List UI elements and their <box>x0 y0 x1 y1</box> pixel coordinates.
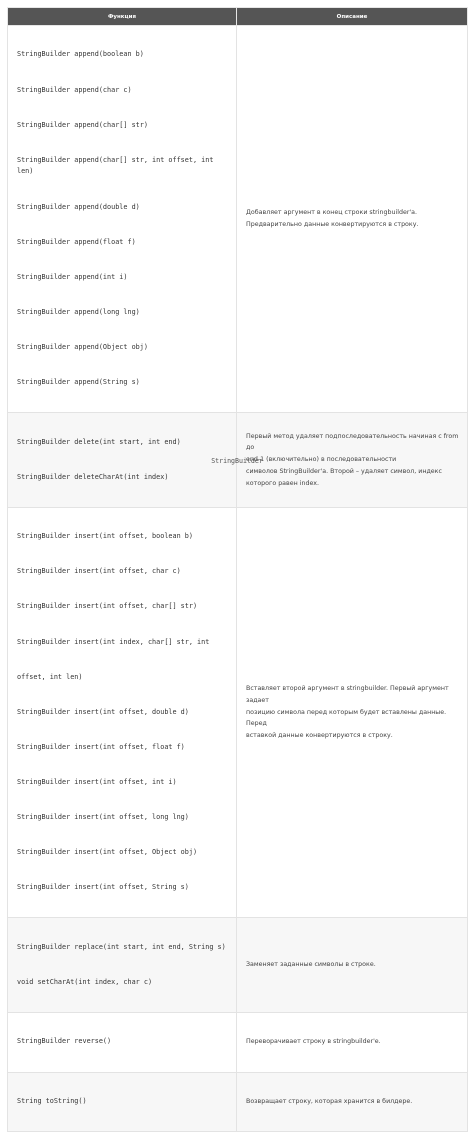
table-row <box>8 1072 468 1132</box>
code-line: StringBuilder insert(int offset, String s) <box>17 883 189 892</box>
table-row <box>8 1013 468 1073</box>
code-line: StringBuilder insert(int offset, int i) <box>17 778 177 786</box>
header-function: Функция <box>8 8 237 26</box>
methods-table <box>7 7 468 1132</box>
header-description: Описание <box>237 8 468 26</box>
description-cell <box>237 26 468 413</box>
code-line: StringBuilder insert(int index, char[] str, int <box>17 637 210 646</box>
table-caption: StringBuilder <box>211 457 263 465</box>
code-line: StringBuilder replace(int start, int end, String s) <box>17 942 226 951</box>
code-line: StringBuilder insert(int offset, long lng) <box>17 813 189 822</box>
description-line: которого равен index. <box>246 479 319 487</box>
code-line: StringBuilder append(Object obj) <box>17 342 148 351</box>
code-line: StringBuilder insert(int offset, Object obj) <box>17 848 198 857</box>
code-line: StringBuilder append(double d) <box>17 202 140 211</box>
code-line: StringBuilder deleteCharAt(int index) <box>17 472 169 481</box>
code-cell <box>8 507 237 918</box>
code-cell <box>8 918 237 1013</box>
code-line: StringBuilder append(char[] str, int offset, int len) <box>17 155 218 176</box>
description-line: Предварительно данные конвертируются в строку. <box>246 221 419 229</box>
description-line: позицию символа перед которым будет вставлены данные. Перед <box>246 708 447 728</box>
description-cell <box>237 918 468 1013</box>
code-line: StringBuilder append(boolean b) <box>17 50 144 59</box>
code-cell <box>8 1072 237 1132</box>
description-line: Вставляет второй аргумент в stringbuilder. Первый аргумент задает <box>246 685 449 705</box>
code-line: StringBuilder append(int i) <box>17 272 128 281</box>
code-line: void setCharAt(int index, char c) <box>17 977 153 986</box>
code-line: StringBuilder append(char[] str) <box>17 120 148 129</box>
code-cell <box>8 26 237 413</box>
description-cell <box>237 1013 468 1073</box>
code-line: StringBuilder insert(int offset, float f) <box>17 742 185 751</box>
code-line: StringBuilder append(String s) <box>17 378 140 387</box>
code-line: StringBuilder append(long lng) <box>17 307 140 316</box>
description-line: Возвращает строку, которая хранится в билдере. <box>246 1097 413 1105</box>
code-line: StringBuilder insert(int offset, double d) <box>17 707 189 716</box>
description-line: Добавляет аргумент в конец строки stringbuilder'a. <box>246 209 418 217</box>
description-line: Первый метод удаляет подпоследовательность начиная с from до <box>246 432 459 452</box>
table-row <box>8 918 468 1013</box>
code-line: offset, int len) <box>17 672 83 681</box>
code-line: StringBuilder insert(int offset, char c) <box>17 567 181 576</box>
code-line: StringBuilder append(float f) <box>17 237 136 246</box>
code-line: StringBuilder insert(int offset, boolean b) <box>17 532 193 541</box>
code-line: String toString() <box>17 1096 87 1105</box>
description-line: end-1 (включительно) в последовательности <box>246 456 397 464</box>
code-cell <box>8 1013 237 1073</box>
code-line: StringBuilder insert(int offset, char[] str) <box>17 602 198 611</box>
code-line: StringBuilder delete(int start, int end) <box>17 437 181 446</box>
description-line: символов StringBuilder'a. Второй – удаляет символ, индекс <box>246 467 442 475</box>
description-line: вставкой данные конвертируются в строку. <box>246 732 393 740</box>
table-row <box>8 507 468 918</box>
code-line: StringBuilder reverse() <box>17 1037 112 1046</box>
table-header-row <box>8 8 468 26</box>
code-line: StringBuilder append(char c) <box>17 85 132 94</box>
description-line: Переворачивает строку в stringbuilder'e. <box>246 1038 381 1046</box>
table-row <box>8 26 468 413</box>
description-line: Заменяет заданные символы в строке. <box>246 961 376 969</box>
description-cell <box>237 507 468 918</box>
description-cell <box>237 1072 468 1132</box>
